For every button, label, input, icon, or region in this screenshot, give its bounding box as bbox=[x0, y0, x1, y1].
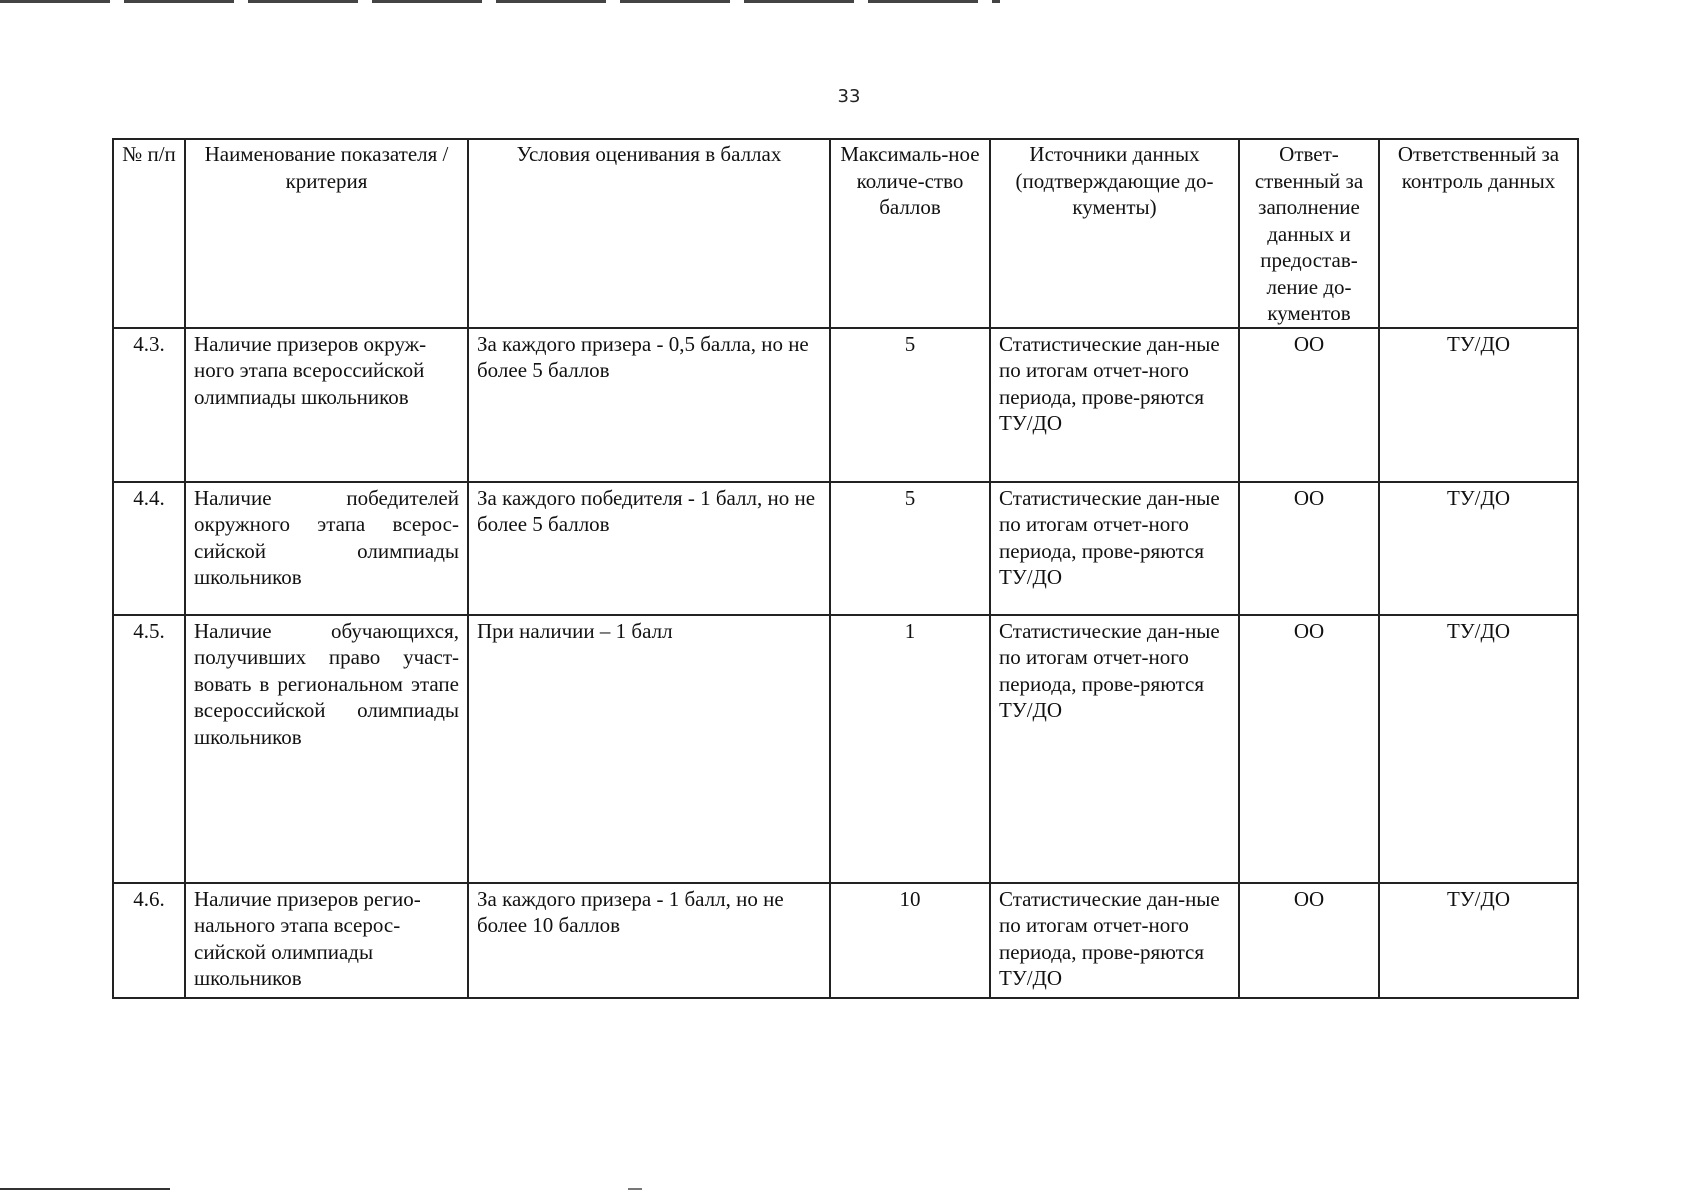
max-score: 5 bbox=[830, 482, 990, 615]
page-number: 33 bbox=[837, 86, 861, 107]
responsible-control: ТУ/ДО bbox=[1379, 615, 1578, 883]
header-responsible-filling: Ответ-ственный за заполнение данных и предостав-ление до-кументов bbox=[1239, 139, 1379, 328]
criterion-name: Наличие победителей окружного этапа всерос-сийской олимпиады школьников bbox=[185, 482, 468, 615]
scoring-conditions: За каждого призера - 1 балл, но не более 10 баллов bbox=[468, 883, 830, 998]
data-sources: Статистические дан-ные по итогам отчет-ного периода, прове-ряются ТУ/ДО bbox=[990, 883, 1239, 998]
row-number: 4.5. bbox=[113, 615, 185, 883]
data-sources: Статистические дан-ные по итогам отчет-ного периода, прове-ряются ТУ/ДО bbox=[990, 482, 1239, 615]
table-row bbox=[113, 883, 1578, 998]
header-scoring-conditions: Условия оценивания в баллах bbox=[468, 139, 830, 328]
row-number: 4.6. bbox=[113, 883, 185, 998]
table-row bbox=[113, 615, 1578, 883]
header-max-score: Максималь-ное количе-ство баллов bbox=[830, 139, 990, 328]
responsible-filling: ОО bbox=[1239, 482, 1379, 615]
criterion-name: Наличие призеров регио-нального этапа всерос-сийской олимпиады школьников bbox=[185, 883, 468, 998]
responsible-control: ТУ/ДО bbox=[1379, 482, 1578, 615]
header-criterion-name: Наименование показателя / критерия bbox=[185, 139, 468, 328]
row-number: 4.4. bbox=[113, 482, 185, 615]
criterion-name: Наличие призеров окруж-ного этапа всероссийской олимпиады школьников bbox=[185, 328, 468, 482]
table-row bbox=[113, 482, 1578, 615]
scan-mark bbox=[628, 1188, 642, 1190]
responsible-filling: ОО bbox=[1239, 328, 1379, 482]
responsible-filling: ОО bbox=[1239, 883, 1379, 998]
scoring-conditions: За каждого призера - 0,5 балла, но не более 5 баллов bbox=[468, 328, 830, 482]
responsible-control: ТУ/ДО bbox=[1379, 883, 1578, 998]
responsible-filling: ОО bbox=[1239, 615, 1379, 883]
criterion-name: Наличие обучающихся, получивших право участ-вовать в региональном этапе всероссийской олимпиады школьников bbox=[185, 615, 468, 883]
criteria-table bbox=[112, 138, 1579, 999]
responsible-control: ТУ/ДО bbox=[1379, 328, 1578, 482]
max-score: 5 bbox=[830, 328, 990, 482]
table-row bbox=[113, 328, 1578, 482]
max-score: 10 bbox=[830, 883, 990, 998]
table-header-row bbox=[113, 139, 1578, 328]
footnote-rule bbox=[0, 1188, 170, 1190]
data-sources: Статистические дан-ные по итогам отчет-ного периода, прове-ряются ТУ/ДО bbox=[990, 328, 1239, 482]
row-number: 4.3. bbox=[113, 328, 185, 482]
header-responsible-control: Ответственный за контроль данных bbox=[1379, 139, 1578, 328]
scoring-conditions: За каждого победителя - 1 балл, но не более 5 баллов bbox=[468, 482, 830, 615]
header-number: № п/п bbox=[113, 139, 185, 328]
top-scan-rule bbox=[0, 0, 1000, 3]
scoring-conditions: При наличии – 1 балл bbox=[468, 615, 830, 883]
data-sources: Статистические дан-ные по итогам отчет-ного периода, прове-ряются ТУ/ДО bbox=[990, 615, 1239, 883]
header-data-sources: Источники данных (подтверждающие до-кументы) bbox=[990, 139, 1239, 328]
max-score: 1 bbox=[830, 615, 990, 883]
